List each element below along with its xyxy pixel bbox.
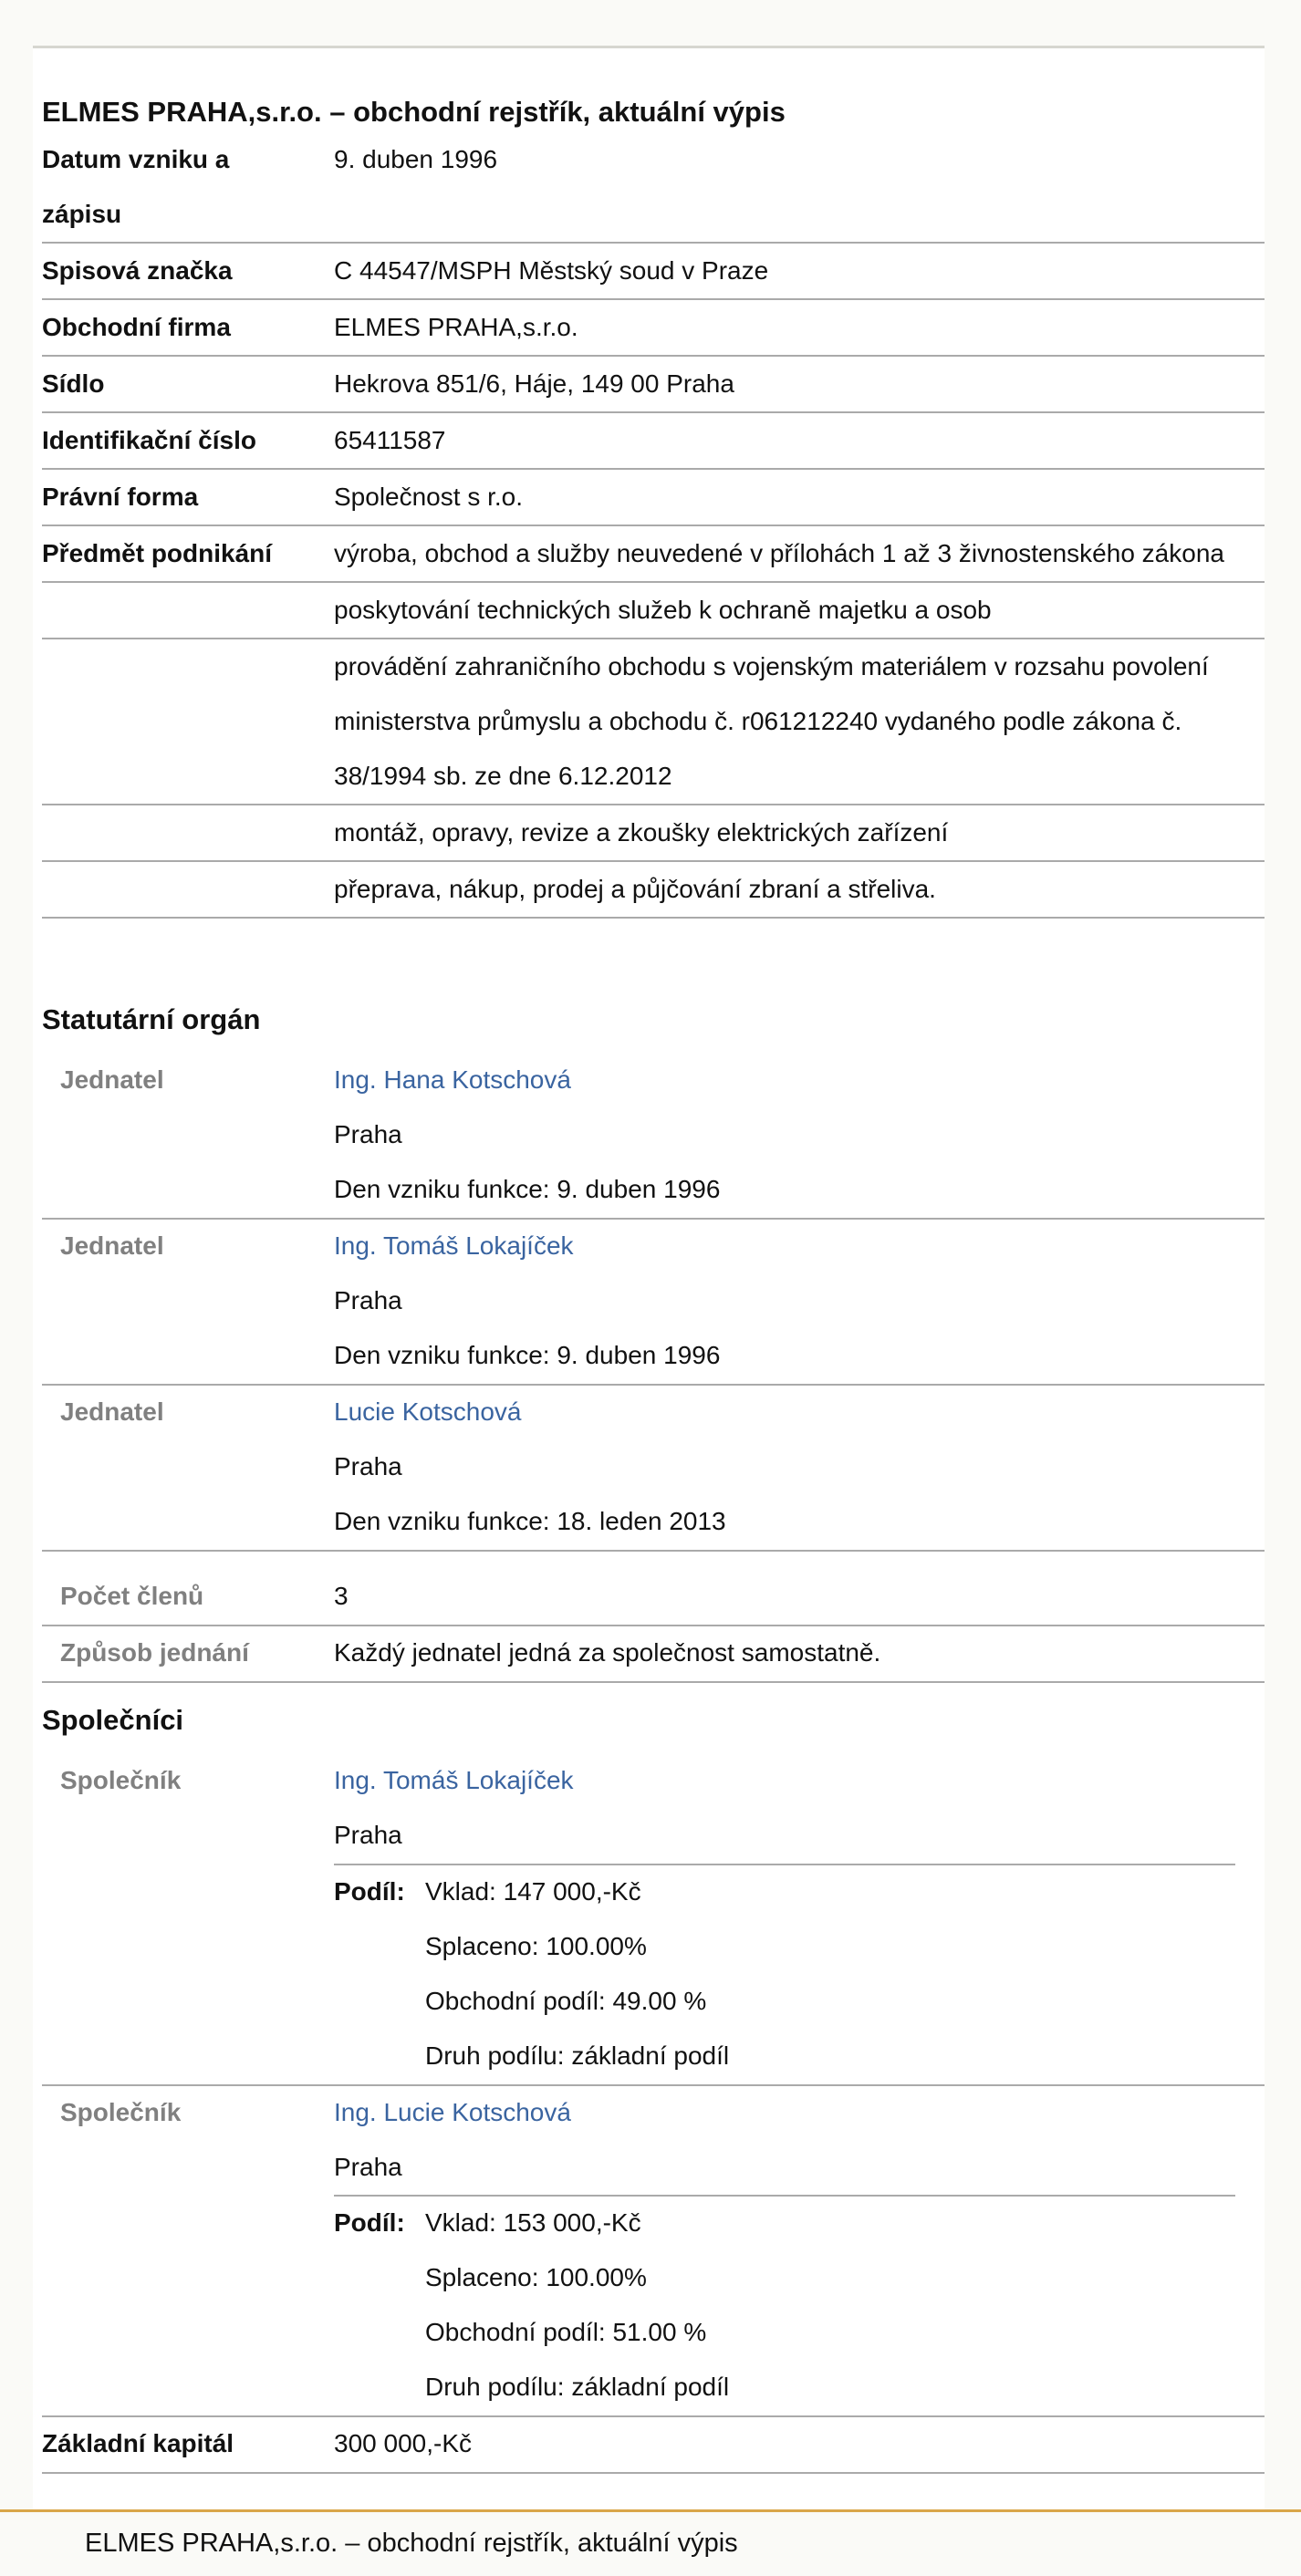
spolecnik-role: Společník bbox=[60, 1766, 182, 1794]
footer-rule bbox=[0, 2509, 1301, 2512]
row-label: Právní forma bbox=[42, 469, 334, 525]
row-label: Sídlo bbox=[42, 356, 334, 412]
row-spisova-znacka bbox=[42, 243, 1265, 299]
zpusob-jednani-label: Způsob jednání bbox=[60, 1638, 249, 1667]
pocet-clenu-label: Počet členů bbox=[60, 1582, 204, 1610]
splaceno: Splaceno: 100.00% bbox=[425, 2263, 647, 2291]
obchodni-podil: Obchodní podíl: 49.00 % bbox=[425, 1987, 707, 2015]
row-value: 65411587 bbox=[334, 412, 1265, 469]
person-since: Den vzniku funkce: 9. duben 1996 bbox=[334, 1341, 721, 1369]
footer-text: ELMES PRAHA,s.r.o. – obchodní rejstřík, aktuální výpis bbox=[85, 2529, 738, 2558]
row-value: přeprava, nákup, prodej a půjčování zbraní a střeliva. bbox=[334, 861, 1265, 918]
row-value: montáž, opravy, revize a zkoušky elektrických zařízení bbox=[334, 805, 1265, 861]
person-city: Praha bbox=[334, 2153, 402, 2181]
row-sidlo bbox=[42, 356, 1265, 412]
row-value: výroba, obchod a služby neuvedené v přílohách 1 až 3 živnostenského zákona bbox=[334, 525, 1265, 582]
pocet-clenu-values bbox=[334, 1569, 1265, 1624]
podil-label: Podíl: bbox=[334, 1877, 405, 1906]
row-label: Spisová značka bbox=[42, 243, 334, 299]
vklad: Vklad: 153 000,-Kč bbox=[425, 2208, 641, 2237]
podil-label: Podíl: bbox=[334, 2208, 405, 2237]
druh-podilu: Druh podílu: základní podíl bbox=[425, 2373, 730, 2401]
row-label: Datum vzniku a zápisu bbox=[42, 132, 334, 243]
divider bbox=[42, 1681, 1265, 1683]
row-value: C 44547/MSPH Městský soud v Praze bbox=[334, 243, 1265, 299]
row-label: Obchodní firma bbox=[42, 299, 334, 356]
jednatel-role: Jednatel bbox=[60, 1397, 164, 1426]
pocet-clenu-value: 3 bbox=[334, 1582, 349, 1610]
row-ico bbox=[42, 412, 1265, 469]
person-city: Praha bbox=[334, 1286, 402, 1314]
person-link[interactable]: Ing. Hana Kotschová bbox=[334, 1065, 571, 1094]
row-value: poskytování technických služeb k ochraně majetku a osob bbox=[334, 582, 1265, 639]
row-pravni-forma bbox=[42, 469, 1265, 525]
row-predmet-4 bbox=[42, 805, 1265, 861]
row-predmet-2 bbox=[42, 582, 1265, 639]
row-value: Společnost s r.o. bbox=[334, 469, 1265, 525]
divider bbox=[42, 2472, 1265, 2474]
section-statutarni-organ: Statutární orgán bbox=[42, 1003, 261, 1035]
row-label-empty bbox=[42, 582, 334, 639]
druh-podilu: Druh podílu: základní podíl bbox=[425, 2041, 730, 2070]
row-value: provádění zahraničního obchodu s vojenským materiálem v rozsahu povolení ministerstva průmyslu a obchodu č. r061212240 vydaného podle zákona č. 38/1994 sb. ze dne 6.12.2012 bbox=[334, 639, 1265, 805]
row-value: 9. duben 1996 bbox=[334, 132, 1265, 243]
row-label: Předmět podnikání bbox=[42, 525, 334, 582]
zakladni-kapital-label: Základní kapitál bbox=[42, 2429, 234, 2457]
row-value: Hekrova 851/6, Háje, 149 00 Praha bbox=[334, 356, 1265, 412]
divider bbox=[42, 1550, 1265, 1552]
zakladni-kapital-values bbox=[334, 2416, 1265, 2471]
spolecnik-role: Společník bbox=[60, 2098, 182, 2126]
register-table bbox=[42, 132, 1265, 919]
person-since: Den vzniku funkce: 18. leden 2013 bbox=[334, 1507, 726, 1535]
person-link[interactable]: Lucie Kotschová bbox=[334, 1397, 522, 1426]
splaceno: Splaceno: 100.00% bbox=[425, 1932, 647, 1960]
row-obchodni-firma bbox=[42, 299, 1265, 356]
row-predmet-3 bbox=[42, 639, 1265, 805]
zpusob-jednani-values bbox=[334, 1626, 1265, 1680]
jednatel-values bbox=[334, 1385, 1265, 1549]
jednatel-values bbox=[334, 1219, 1265, 1383]
row-predmet-5 bbox=[42, 861, 1265, 918]
jednatel-values bbox=[334, 1053, 1265, 1217]
row-label-empty bbox=[42, 639, 334, 805]
jednatel-role: Jednatel bbox=[60, 1231, 164, 1260]
obchodni-podil: Obchodní podíl: 51.00 % bbox=[425, 2318, 707, 2346]
spolecnik-values bbox=[334, 2085, 1265, 2195]
person-city: Praha bbox=[334, 1120, 402, 1148]
podil-values bbox=[425, 2196, 729, 2415]
person-city: Praha bbox=[334, 1452, 402, 1480]
spolecnik-values bbox=[334, 1753, 1265, 1863]
row-label: Identifikační číslo bbox=[42, 412, 334, 469]
person-link[interactable]: Ing. Lucie Kotschová bbox=[334, 2098, 571, 2126]
row-value: ELMES PRAHA,s.r.o. bbox=[334, 299, 1265, 356]
row-label-empty bbox=[42, 861, 334, 918]
document-title: ELMES PRAHA,s.r.o. – obchodní rejstřík, aktuální výpis bbox=[42, 96, 786, 128]
row-datum-vzniku bbox=[42, 132, 1265, 243]
person-city: Praha bbox=[334, 1821, 402, 1849]
section-spolecnici: Společníci bbox=[42, 1704, 184, 1736]
jednatel-role: Jednatel bbox=[60, 1065, 164, 1094]
person-link[interactable]: Ing. Tomáš Lokajíček bbox=[334, 1231, 574, 1260]
row-predmet-1 bbox=[42, 525, 1265, 582]
person-since: Den vzniku funkce: 9. duben 1996 bbox=[334, 1175, 721, 1203]
row-label-empty bbox=[42, 805, 334, 861]
person-link[interactable]: Ing. Tomáš Lokajíček bbox=[334, 1766, 574, 1794]
zpusob-jednani-value: Každý jednatel jedná za společnost samostatně. bbox=[334, 1638, 881, 1667]
zakladni-kapital-value: 300 000,-Kč bbox=[334, 2429, 472, 2457]
podil-values bbox=[425, 1864, 729, 2083]
document-sheet bbox=[33, 46, 1265, 2511]
vklad: Vklad: 147 000,-Kč bbox=[425, 1877, 641, 1906]
